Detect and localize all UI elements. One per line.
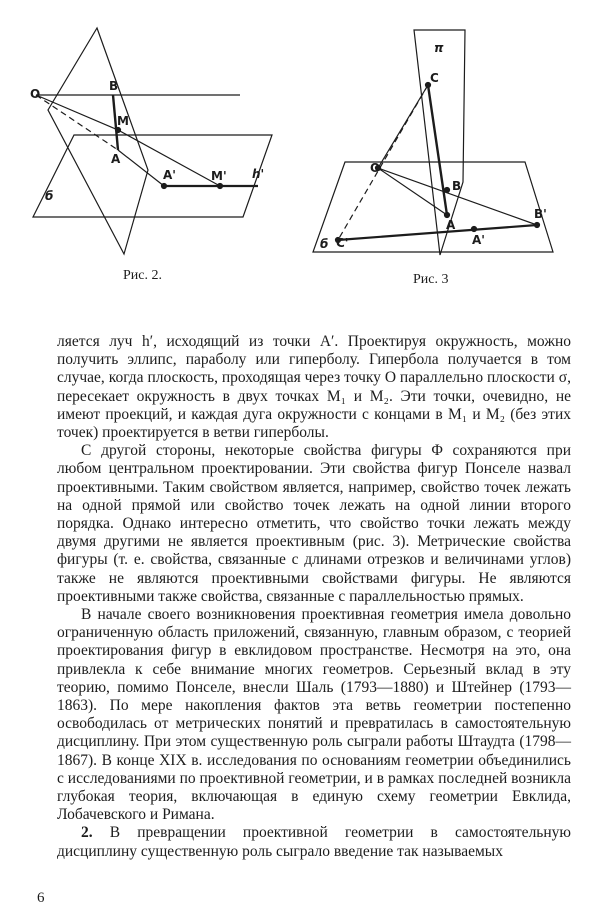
label-Cprime: C' [336,236,349,250]
label-A-fig2: A [111,152,121,166]
line-O-Bprime [378,168,537,225]
label-O-fig3: O [370,161,381,175]
figure-3 [313,30,553,255]
label-Aprime-fig3: A' [472,233,485,247]
paragraph-1: ляется луч h′, исходящий из точки A′. Проектируя окружность, можно получить эллипс, параболу или гиперболу. Гипербола получается в том случае, когда плоскость, проходящая через точку O параллельно плоскости σ, пересекает окружность в двух точках M₁ и M₂. Эти точки, очевидно, не имеют проекций, и каждая дуга окружности с концами в M₁ и M₂ (без этих точек) проектируется в ветви гиперболы. [57,333,571,442]
figure-2 [33,28,272,254]
paragraph-4 [57,824,571,860]
paragraph-4-text: В превращении проективной геометрии в самостоятельную дисциплину существенную роль сыграло введение так называемых [57,824,571,860]
body-text [57,333,571,861]
line-O-A-dashed [36,95,118,150]
label-Aprime-fig2: A' [163,168,176,182]
label-hprime: h' [252,167,265,181]
line-O-M [36,95,118,130]
label-M-fig2: M [117,114,129,128]
label-pi: π [434,41,444,55]
plane-vertical-fig2 [48,28,148,254]
segment-CA [428,85,447,215]
section-number: 2. [81,824,93,842]
plane-pi [414,30,465,255]
label-O-fig2: O [30,87,41,101]
paragraph-3: В начале своего возникновения проективная геометрия имела довольно ограниченную область приложений, связанную, главным образом, с теорией проектирования фигур в евклидовом пространстве. Несмотря на это, она привлекла к себе внимание многих геометров. Серьезный вклад в эту теорию, помимо Понселе, внесли Шаль (1793—1880) и Штейнер (1793—1863). По мере накопления фактов эта ветвь геометрии постепенно освободилась от метрических понятий и превратилась в самостоятельную дисциплину. При этом существенную роль сыграли работы Штаудта (1798—1867). В конце XIX в. исследования по основаниям геометрии объединились с исследованиями по проективной геометрии, и в рамках последней возникла глубокая теория, включающая в единую схему геометрии Евклида, Лобачевского и Римана. [57,606,571,824]
figure-3-caption: Рис. 3 [413,272,449,287]
label-C: C [430,71,439,85]
figures-area [0,0,600,310]
label-Mprime-fig2: M' [211,169,227,183]
line-A-Aprime [118,150,164,186]
figure-2-caption: Рис. 2. [123,268,162,283]
label-sigma-fig2: б [45,189,54,203]
label-B-fig3: B [452,179,462,193]
label-sigma-fig3: б [320,237,329,251]
label-Bprime: B' [534,207,547,221]
label-A-fig3: A [446,218,456,232]
label-B-fig2: B [109,79,119,93]
paragraph-2: С другой стороны, некоторые свойства фигуры Φ сохраняются при любом центральном проектировании. Эти свойства фигур Понселе назвал проективными. Таким свойством является, например, свойство точек лежать на одной прямой или свойство точек лежать на одной линии второго порядка. Однако интересно отметить, что свойство точки лежать между двумя другими не является проективным (рис. 3). Метрические свойства фигуры (т. е. свойства, связанные с длинами отрезков и величинами углов) также не являются проективными свойствами фигуры. Не являются проективными также свойства, связанные с параллельностью прямых. [57,442,571,605]
plane-sigma-fig2 [33,135,272,217]
page-number: 6 [37,890,45,906]
line-O-A [378,168,447,215]
